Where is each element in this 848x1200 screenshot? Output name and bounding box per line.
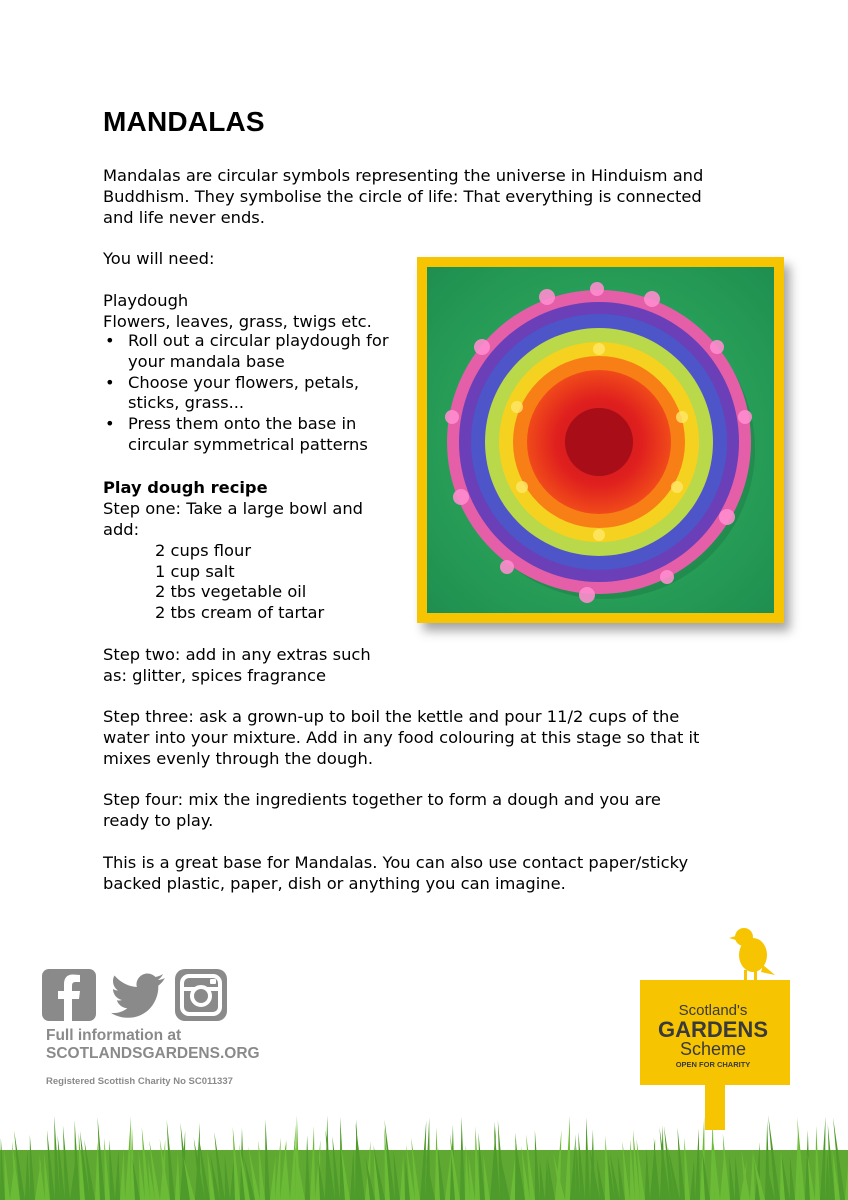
step-four-line-2: ready to play. (103, 811, 214, 830)
closing-line-1: This is a great base for Mandalas. You can also use contact paper/sticky (103, 853, 689, 872)
page-title: MANDALAS (103, 106, 265, 137)
step-three-line-3: mixes evenly through the dough. (103, 749, 373, 768)
step-four-line-1: Step four: mix the ingredients together to form a dough and you are (103, 790, 661, 809)
step-two-line-2: as: glitter, spices fragrance (103, 666, 326, 685)
material-playdough: Playdough (103, 291, 189, 310)
step-one-line-1: Step one: Take a large bowl and (103, 499, 363, 518)
flower-mandala-photo (427, 267, 774, 613)
intro-line-3: and life never ends. (103, 208, 265, 227)
ingredient-flour: 2 cups flour (155, 541, 252, 560)
footer-info-line-1: Full information at (46, 1027, 182, 1044)
logo-line-4: OPEN FOR CHARITY (675, 1060, 751, 1069)
intro-line-1: Mandalas are circular symbols representing the universe in Hinduism and (103, 166, 704, 185)
instagram-icon[interactable] (175, 969, 227, 1021)
ingredient-oil: 2 tbs vegetable oil (155, 582, 307, 601)
instruction-list (103, 331, 393, 456)
ingredient-tartar: 2 tbs cream of tartar (155, 603, 325, 622)
step-three-line-1: Step three: ask a grown-up to boil the kettle and pour 11/2 cups of the (103, 707, 680, 726)
step-three-line-2: water into your mixture. Add in any food colouring at this stage so that it (103, 728, 700, 747)
material-flowers: Flowers, leaves, grass, twigs etc. (103, 312, 372, 331)
logo-line-2: GARDENS (657, 1017, 768, 1042)
list-item: • Press them onto the base in circular symmetrical patterns (103, 414, 393, 456)
logo-line-1: Scotland's (678, 1002, 748, 1019)
mandala-photo-frame (417, 257, 784, 623)
ingredient-salt: 1 cup salt (155, 562, 235, 581)
logo-line-3: Scheme (679, 1039, 747, 1059)
recipe-heading: Play dough recipe (103, 478, 268, 497)
list-item: • Roll out a circular playdough for your mandala base (103, 331, 393, 373)
footer-website-link[interactable]: SCOTLANDSGARDENS.ORG (46, 1045, 260, 1062)
closing-line-2: backed plastic, paper, dish or anything you can imagine. (103, 874, 566, 893)
list-item: • Choose your flowers, petals, sticks, grass... (103, 373, 393, 415)
step-one-line-2: add: (103, 520, 140, 539)
twitter-icon[interactable] (108, 972, 166, 1020)
facebook-icon[interactable] (42, 969, 96, 1021)
intro-line-2: Buddhism. They symbolise the circle of life: That everything is connected (103, 187, 702, 206)
you-will-need-label: You will need: (103, 249, 215, 268)
robin-icon (729, 928, 775, 980)
footer-charity-number: Registered Scottish Charity No SC011337 (46, 1076, 233, 1087)
step-two-line-1: Step two: add in any extras such (103, 645, 371, 664)
